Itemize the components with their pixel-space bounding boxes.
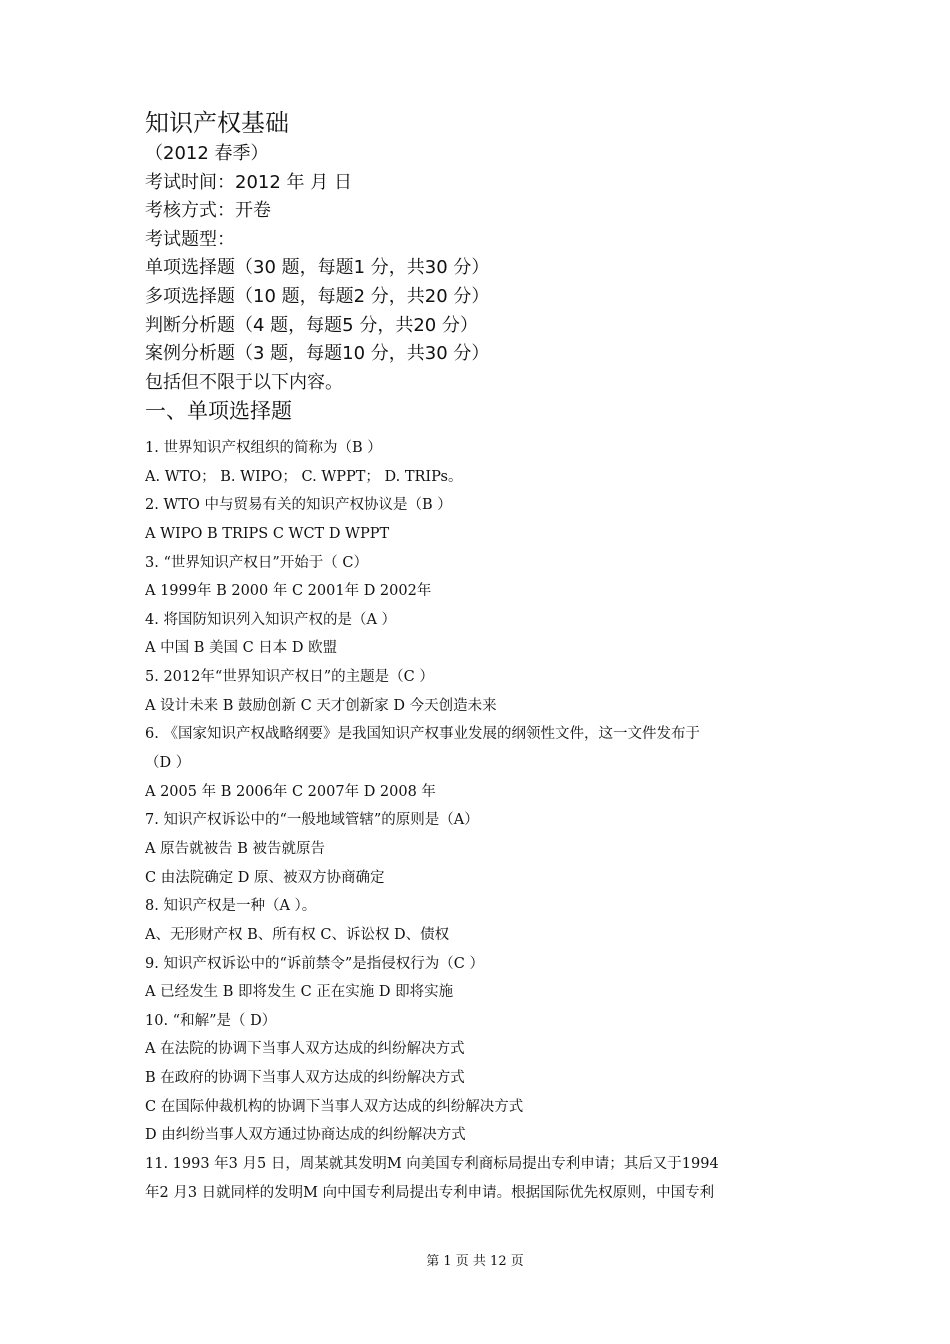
scope-note: 包括但不限于以下内容。 (145, 371, 343, 393)
question-type-case: 案例分析题（3 题，每题10 分，共30 分） (145, 343, 490, 365)
text-line: 2. WTO 中与贸易有关的知识产权协议是（B ） (145, 497, 452, 514)
text-line: 7. 知识产权诉讼中的“一般地域管辖”的原则是（A） (145, 812, 479, 829)
question-list (145, 434, 805, 1207)
text-line: 年2 月3 日就同样的发明M 向中国专利局提出专利申请。根据国际优先权原则，中国专利 (145, 1184, 715, 1201)
text-line: 1. 世界知识产权组织的简称为（B ） (145, 440, 382, 456)
exam-time: 考试时间：2012 年 月 日 (145, 171, 352, 193)
text-line: 11. 1993 年3 月5 日，周某就其发明M 向美国专利商标局提出专利申请；其后又于1994 (145, 1156, 719, 1173)
text-line: 9. 知识产权诉讼中的“诉前禁令”是指侵权行为（C ） (145, 955, 484, 972)
text-line: A 中国 B 美国 C 日本 D 欧盟 (145, 640, 338, 657)
text-line: D 由纠纷当事人双方通过协商达成的纠纷解决方式 (145, 1127, 466, 1144)
page-footer: 第 1 页 共 12 页 (426, 1254, 524, 1269)
text-line: C 在国际仲裁机构的协调下当事人双方达成的纠纷解决方式 (145, 1098, 524, 1115)
question-types-label: 考试题型： (145, 228, 235, 250)
text-line: 6. 《国家知识产权战略纲要》是我国知识产权事业发展的纲领性文件，这一文件发布于 (145, 726, 700, 743)
text-line: A 在法院的协调下当事人双方达成的纠纷解决方式 (145, 1041, 465, 1058)
text-line: 3. “世界知识产权日”开始于（ C） (145, 554, 368, 571)
text-line: 4. 将国防知识列入知识产权的是（A ） (145, 611, 397, 628)
text-line: C 由法院确定 D 原、被双方协商确定 (145, 869, 385, 886)
text-line: 8. 知识产权是一种（A ）。 (145, 898, 317, 915)
text-line: B 在政府的协调下当事人双方达成的纠纷解决方式 (145, 1070, 465, 1087)
text-line: 5. 2012年“世界知识产权日”的主题是（C ） (145, 669, 434, 686)
question-type-single: 单项选择题（30 题，每题1 分，共30 分） (145, 257, 490, 279)
text-line: （D ） (145, 755, 191, 772)
text-line: A 设计未来 B 鼓励创新 C 天才创新家 D 今天创造未来 (145, 697, 497, 714)
exam-mode: 考核方式：开卷 (145, 200, 271, 222)
text-line: A. WTO； B. WIPO； C. WPPT； D. TRIPs。 (145, 468, 463, 485)
section-title: 一、单项选择题 (145, 399, 292, 424)
season-line: （2012 春季） (145, 143, 269, 164)
text-line: A WIPO B TRIPS C WCT D WPPT (145, 525, 390, 542)
text-line: A、无形财产权 B、所有权 C、诉讼权 D、债权 (145, 926, 450, 943)
text-line: A 已经发生 B 即将发生 C 正在实施 D 即将实施 (145, 984, 454, 1001)
document-title: 知识产权基础 (145, 109, 289, 137)
question-type-judgment: 判断分析题（4 题，每题5 分，共20 分） (145, 314, 478, 336)
text-line: 10. “和解”是（ D） (145, 1012, 277, 1029)
text-line: A 2005 年 B 2006年 C 2007年 D 2008 年 (145, 783, 436, 800)
text-line: A 原告就被告 B 被告就原告 (145, 840, 325, 857)
question-type-multiple: 多项选择题（10 题，每题2 分，共20 分） (145, 285, 490, 307)
document-header (145, 106, 825, 425)
text-line: A 1999年 B 2000 年 C 2001年 D 2002年 (145, 583, 432, 600)
